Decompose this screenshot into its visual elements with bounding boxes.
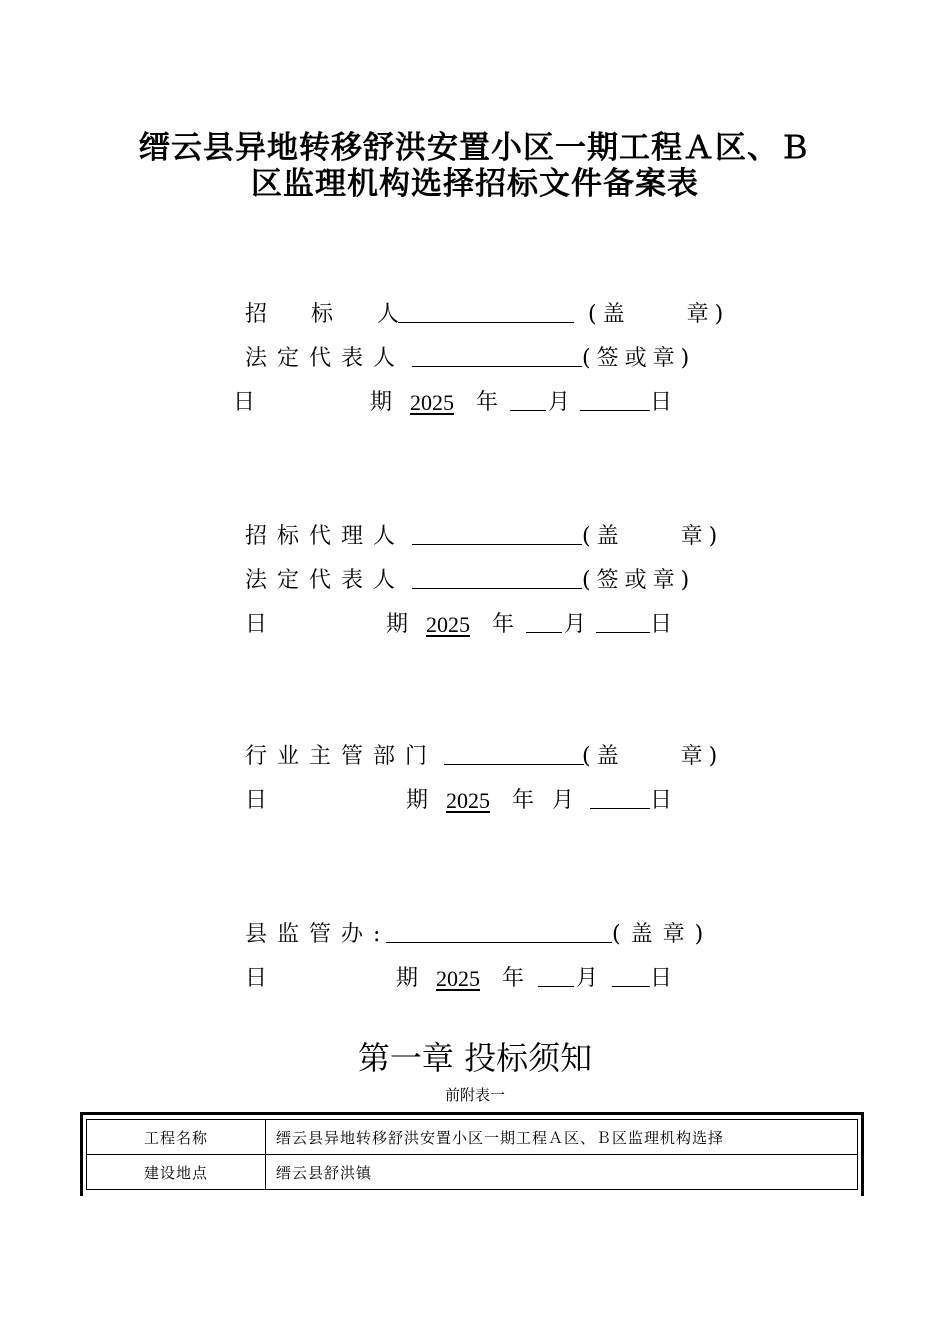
document-title: [90, 130, 860, 202]
date-year-unit-1: 年: [476, 390, 499, 415]
date-label-2a: 日: [245, 612, 268, 637]
office-seal: (盖章): [612, 922, 714, 947]
table-row: [87, 1155, 858, 1190]
tenderer-date-row: [230, 388, 710, 418]
date-label-3a: 日: [245, 788, 268, 813]
date-year-unit-3: 年: [512, 788, 535, 813]
date-day-blank-3[interactable]: [590, 784, 650, 814]
tenderer-row: [230, 300, 730, 330]
agent-date-row: [230, 610, 710, 640]
date-month-blank-2[interactable]: [526, 608, 562, 638]
agent-legal-rep-row: [230, 566, 710, 596]
authority-row: [230, 742, 724, 772]
date-day-blank-4[interactable]: [612, 962, 650, 992]
date-day-blank-1[interactable]: [580, 386, 650, 416]
date-year-1: 2025: [410, 390, 454, 415]
tenderer-legal-rep-row: [230, 344, 710, 374]
agent-label: 招标代理人: [245, 524, 406, 549]
date-month-unit-1: 月: [548, 390, 571, 415]
legal-rep-seal-2: (签或章): [582, 568, 696, 593]
tenderer-seal: (盖 章): [588, 302, 730, 327]
legal-rep-seal-1: (签或章): [582, 346, 696, 371]
date-label-4b: 期: [396, 966, 419, 991]
legal-rep-blank-1[interactable]: [412, 342, 582, 372]
date-month-unit-3: 月: [552, 788, 575, 813]
agent-blank[interactable]: [412, 520, 582, 550]
date-year-2: 2025: [426, 612, 470, 637]
authority-date-row: [230, 786, 710, 816]
date-month-unit-4: 月: [576, 966, 599, 991]
date-month-unit-2: 月: [564, 612, 587, 637]
chapter-title: 第一章 投标须知: [357, 1039, 593, 1077]
project-name-value: 缙云县异地转移舒洪安置小区一期工程Ａ区、Ｂ区监理机构选择: [266, 1120, 858, 1155]
office-date-row: [230, 964, 710, 994]
authority-seal: (盖 章): [582, 744, 724, 769]
agent-seal: (盖 章): [582, 524, 724, 549]
document-title-line-1: 缙云县异地转移舒洪安置小区一期工程Ａ区、Ｂ: [139, 130, 811, 166]
document-title-line-2: 区监理机构选择招标文件备案表: [251, 166, 699, 202]
project-name-label: 工程名称: [87, 1120, 266, 1155]
office-row: [230, 920, 714, 950]
date-day-unit-4: 日: [650, 966, 673, 991]
date-label-1a: 日: [233, 390, 256, 415]
date-day-unit-2: 日: [650, 612, 673, 637]
agent-row: [230, 522, 724, 552]
appendix-table-title: 前附表一: [444, 1086, 505, 1104]
date-label-2b: 期: [386, 612, 409, 637]
date-day-unit-1: 日: [650, 390, 673, 415]
office-label: 县监管办:: [245, 922, 391, 947]
site-location-label: 建设地点: [87, 1155, 266, 1190]
tenderer-label: 招 标 人: [245, 302, 400, 327]
date-year-unit-4: 年: [502, 966, 525, 991]
date-month-blank-4[interactable]: [538, 962, 574, 992]
date-day-blank-2[interactable]: [596, 608, 650, 638]
site-location-value: 缙云县舒洪镇: [266, 1155, 858, 1190]
table-row: [87, 1120, 858, 1155]
appendix-table: [86, 1119, 858, 1190]
authority-blank[interactable]: [444, 740, 584, 770]
legal-rep-blank-2[interactable]: [412, 564, 582, 594]
date-day-unit-3: 日: [650, 788, 673, 813]
date-label-1b: 期: [370, 390, 393, 415]
date-year-3: 2025: [446, 788, 490, 813]
appendix-table-frame: [80, 1112, 864, 1196]
tenderer-blank[interactable]: [398, 298, 574, 328]
office-blank[interactable]: [386, 918, 612, 948]
authority-label: 行业主管部门: [245, 744, 438, 769]
date-year-unit-2: 年: [492, 612, 515, 637]
date-label-4a: 日: [245, 966, 268, 991]
legal-rep-label-1: 法定代表人: [245, 346, 406, 371]
date-month-blank-1[interactable]: [510, 386, 546, 416]
legal-rep-label-2: 法定代表人: [245, 568, 406, 593]
date-label-3b: 期: [406, 788, 429, 813]
date-year-4: 2025: [436, 966, 480, 991]
